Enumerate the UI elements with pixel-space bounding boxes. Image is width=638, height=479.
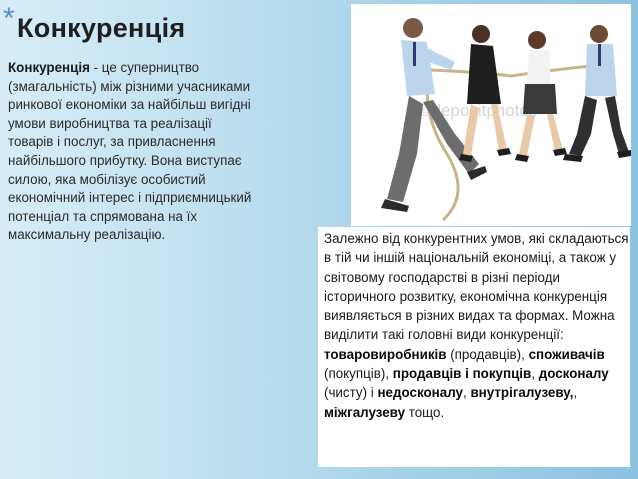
type-producers: товаровиробників bbox=[324, 346, 447, 362]
types-text-buyers: (покупців), bbox=[324, 366, 393, 382]
man-right-figure bbox=[563, 25, 631, 162]
types-text-sellers: (продавців), bbox=[446, 346, 529, 362]
definition-paragraph bbox=[8, 59, 258, 245]
types-text-pure: (чисту) і bbox=[324, 385, 378, 401]
type-sellers-and-buyers: продавців і покупців bbox=[392, 366, 532, 382]
types-text-sep3: , bbox=[573, 385, 578, 401]
type-intra-industry: внутрігалузеву, bbox=[470, 385, 574, 401]
woman-grey-skirt-figure bbox=[515, 31, 567, 162]
definition-text: - це суперництво (змагальність) між різними учасниками ринкової економіки за найбільш вигідні умови виробництва та реалізації товарів і послуг, за привласнення найбільшого прибутку. Вона виступає силою, яка мобілізує особистий економічний інтерес і підприємницький потенціал та спрямована на їх максимальну реалізацію. bbox=[8, 60, 252, 243]
definition-term: Конкуренція bbox=[8, 60, 90, 75]
types-paragraph bbox=[324, 229, 630, 422]
types-text-intro: Залежно від конкурентних умов, які складаються в тій чи іншій національній економіці, а також у світовому господарстві в різні періоди історичного розвитку, економічна конкуренція виявляється в різних видах та формах. Можна виділити такі головні види конкуренції: bbox=[324, 231, 629, 343]
woman-black-dress-figure bbox=[459, 25, 511, 162]
types-text-sep2: , bbox=[462, 385, 471, 401]
type-consumers: споживачів bbox=[528, 346, 605, 362]
slide-title: Конкуренція bbox=[17, 13, 186, 43]
type-perfect: досконалу bbox=[538, 366, 609, 382]
tug-of-war-photo bbox=[351, 4, 631, 226]
types-text-sep1: , bbox=[531, 366, 539, 382]
types-text-end: тощо. bbox=[405, 404, 445, 420]
type-inter-industry: міжгалузеву bbox=[324, 404, 406, 420]
title-bullet: * bbox=[3, 2, 15, 35]
type-imperfect: недосконалу bbox=[377, 385, 463, 401]
